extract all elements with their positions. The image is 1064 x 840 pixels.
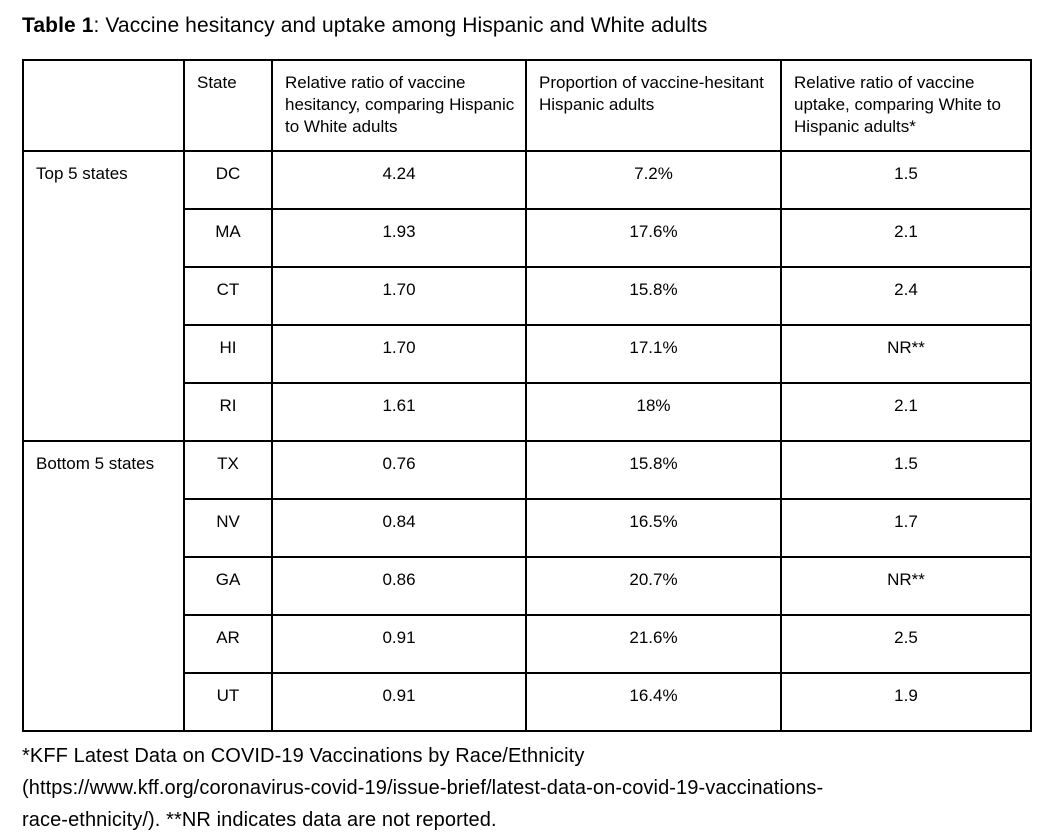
uptake-ratio-cell: 2.1 — [781, 383, 1031, 441]
table-caption — [22, 12, 1046, 40]
proportion-cell: 21.6% — [526, 615, 781, 673]
state-cell: HI — [184, 325, 272, 383]
uptake-ratio-cell: NR** — [781, 325, 1031, 383]
uptake-ratio-cell: 1.5 — [781, 441, 1031, 499]
uptake-ratio-cell: 1.9 — [781, 673, 1031, 731]
header-hesitancy-ratio: Relative ratio of vaccine hesitancy, comparing Hispanic to White adults — [272, 60, 526, 151]
hesitancy-ratio-cell: 0.91 — [272, 673, 526, 731]
state-cell: GA — [184, 557, 272, 615]
state-cell: DC — [184, 151, 272, 209]
header-uptake-ratio: Relative ratio of vaccine uptake, comparing White to Hispanic adults* — [781, 60, 1031, 151]
table-row — [23, 441, 1031, 499]
vaccine-hesitancy-table — [22, 59, 1032, 732]
group-label-top5: Top 5 states — [23, 151, 184, 441]
hesitancy-ratio-cell: 1.93 — [272, 209, 526, 267]
proportion-cell: 18% — [526, 383, 781, 441]
state-cell: MA — [184, 209, 272, 267]
proportion-cell: 16.4% — [526, 673, 781, 731]
table-caption-label: Table 1 — [22, 14, 94, 37]
hesitancy-ratio-cell: 4.24 — [272, 151, 526, 209]
hesitancy-ratio-cell: 1.70 — [272, 325, 526, 383]
uptake-ratio-cell: 1.5 — [781, 151, 1031, 209]
table-footnote — [22, 740, 1046, 836]
table-header-row — [23, 60, 1031, 151]
hesitancy-ratio-cell: 0.84 — [272, 499, 526, 557]
footnote-line: race-ethnicity/). **NR indicates data are not reported. — [22, 809, 497, 832]
table-caption-text: : Vaccine hesitancy and uptake among Hispanic and White adults — [93, 14, 708, 37]
uptake-ratio-cell: NR** — [781, 557, 1031, 615]
hesitancy-ratio-cell: 1.70 — [272, 267, 526, 325]
state-cell: AR — [184, 615, 272, 673]
proportion-cell: 17.1% — [526, 325, 781, 383]
group-label-bottom5: Bottom 5 states — [23, 441, 184, 731]
proportion-cell: 17.6% — [526, 209, 781, 267]
table-row — [23, 151, 1031, 209]
proportion-cell: 20.7% — [526, 557, 781, 615]
state-cell: NV — [184, 499, 272, 557]
uptake-ratio-cell: 2.5 — [781, 615, 1031, 673]
proportion-cell: 7.2% — [526, 151, 781, 209]
state-cell: TX — [184, 441, 272, 499]
footnote-line: *KFF Latest Data on COVID-19 Vaccinations by Race/Ethnicity — [22, 745, 585, 768]
header-proportion: Proportion of vaccine-hesitant Hispanic adults — [526, 60, 781, 151]
uptake-ratio-cell: 2.4 — [781, 267, 1031, 325]
hesitancy-ratio-cell: 0.76 — [272, 441, 526, 499]
proportion-cell: 16.5% — [526, 499, 781, 557]
state-cell: RI — [184, 383, 272, 441]
footnote-line: (https://www.kff.org/coronavirus-covid-19/issue-brief/latest-data-on-covid-19-vaccinations- — [22, 777, 824, 800]
corner-cell — [23, 60, 184, 151]
state-cell: CT — [184, 267, 272, 325]
hesitancy-ratio-cell: 1.61 — [272, 383, 526, 441]
uptake-ratio-cell: 2.1 — [781, 209, 1031, 267]
state-cell: UT — [184, 673, 272, 731]
uptake-ratio-cell: 1.7 — [781, 499, 1031, 557]
proportion-cell: 15.8% — [526, 267, 781, 325]
hesitancy-ratio-cell: 0.91 — [272, 615, 526, 673]
proportion-cell: 15.8% — [526, 441, 781, 499]
hesitancy-ratio-cell: 0.86 — [272, 557, 526, 615]
header-state: State — [184, 60, 272, 151]
